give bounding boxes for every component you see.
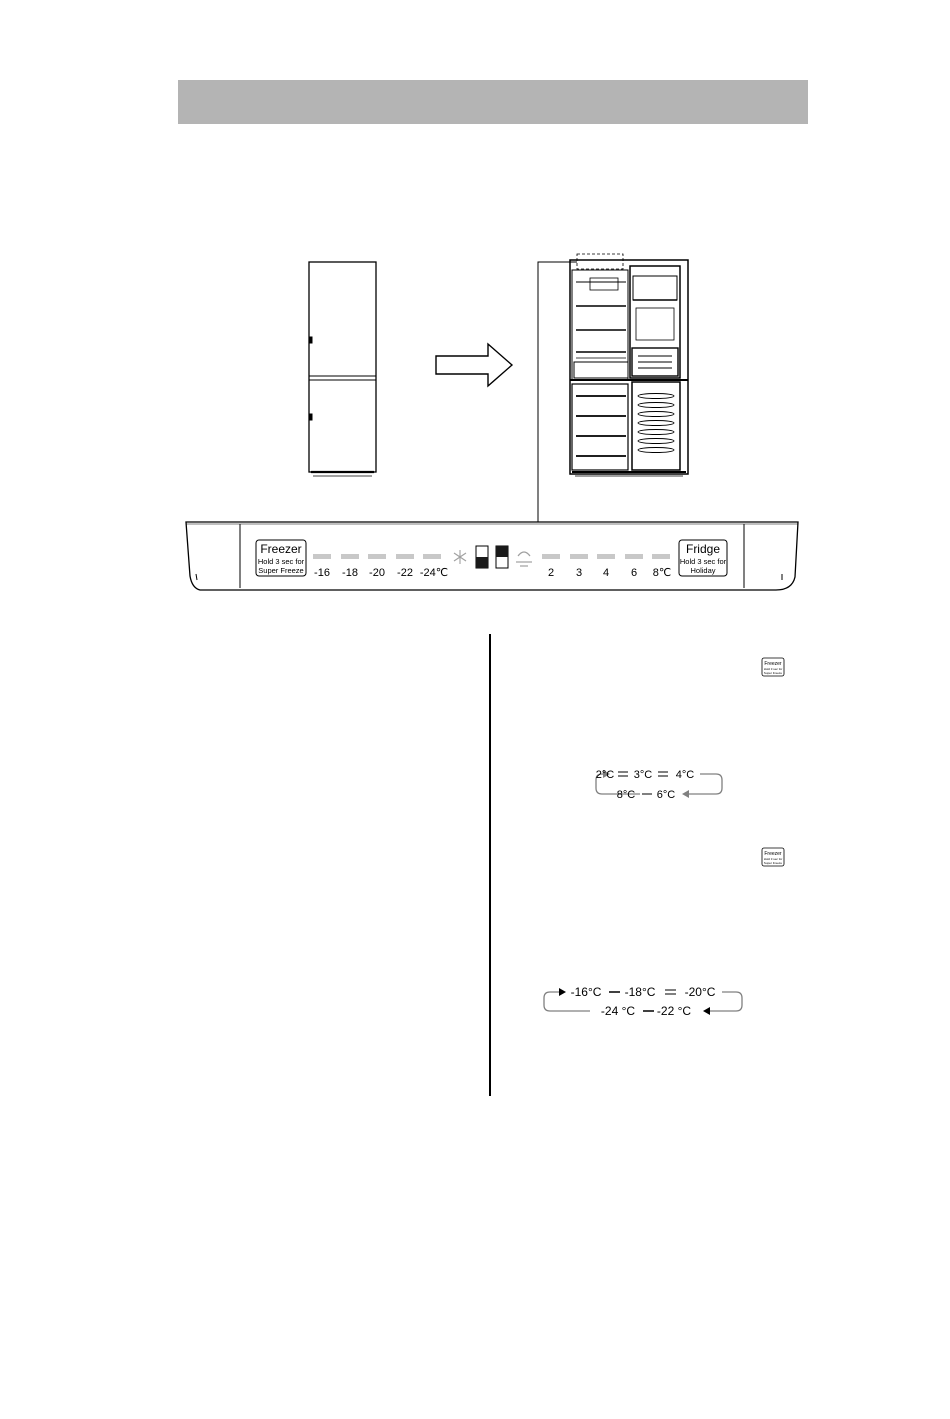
fridge-compartment-icon (496, 546, 508, 568)
svg-text:-18°C: -18°C (624, 985, 656, 999)
fridge-button[interactable] (679, 540, 727, 576)
svg-text:-16: -16 (314, 567, 330, 579)
svg-text:2°C: 2°C (595, 769, 615, 781)
svg-text:3°C: 3°C (633, 769, 653, 781)
fridge-temperature-cycle (596, 769, 722, 801)
svg-text:Hold 3 sec for: Hold 3 sec for (257, 557, 305, 566)
freezer-button[interactable] (256, 540, 306, 576)
mini-freezer-button-icon-2 (762, 848, 784, 866)
svg-text:-16°C: -16°C (570, 985, 602, 999)
svg-text:-18: -18 (342, 567, 358, 579)
svg-text:Hold 3 sec for: Hold 3 sec for (763, 667, 783, 671)
svg-text:Holiday: Holiday (690, 566, 716, 575)
closed-fridge-illustration (309, 262, 376, 476)
svg-text:-24 °C: -24 °C (600, 1004, 636, 1018)
svg-text:2: 2 (547, 567, 555, 579)
freezer-temperature-cycle (544, 985, 742, 1018)
open-fridge-illustration (538, 254, 688, 524)
svg-text:6°C: 6°C (656, 789, 676, 801)
svg-text:3: 3 (575, 567, 583, 579)
svg-text:-22: -22 (397, 567, 413, 579)
svg-text:4°C: 4°C (675, 769, 695, 781)
svg-text:Hold 3 sec for: Hold 3 sec for (679, 557, 727, 566)
freezer-compartment-icon (476, 546, 488, 568)
svg-text:8℃: 8℃ (652, 567, 672, 579)
svg-text:Freezer: Freezer (764, 851, 782, 857)
svg-text:4: 4 (602, 567, 610, 579)
svg-text:Super Freeze: Super Freeze (763, 671, 783, 675)
svg-text:Super Freeze: Super Freeze (258, 566, 304, 575)
svg-text:-22 °C: -22 °C (656, 1004, 692, 1018)
svg-text:Freezer: Freezer (764, 661, 782, 667)
svg-text:Super Freeze: Super Freeze (763, 861, 783, 865)
svg-text:-20: -20 (369, 567, 385, 579)
svg-text:-24℃: -24℃ (419, 567, 449, 579)
column-divider (489, 634, 491, 1096)
svg-text:6: 6 (630, 567, 638, 579)
mini-freezer-button-icon (762, 658, 784, 676)
arrow-right-icon (436, 344, 512, 386)
svg-text:Fridge: Fridge (685, 542, 721, 556)
svg-text:Freezer: Freezer (260, 542, 302, 556)
svg-text:8°C: 8°C (616, 789, 636, 801)
svg-text:Hold 3 sec for: Hold 3 sec for (763, 857, 783, 861)
control-panel (186, 522, 798, 590)
svg-text:-20°C: -20°C (684, 985, 716, 999)
